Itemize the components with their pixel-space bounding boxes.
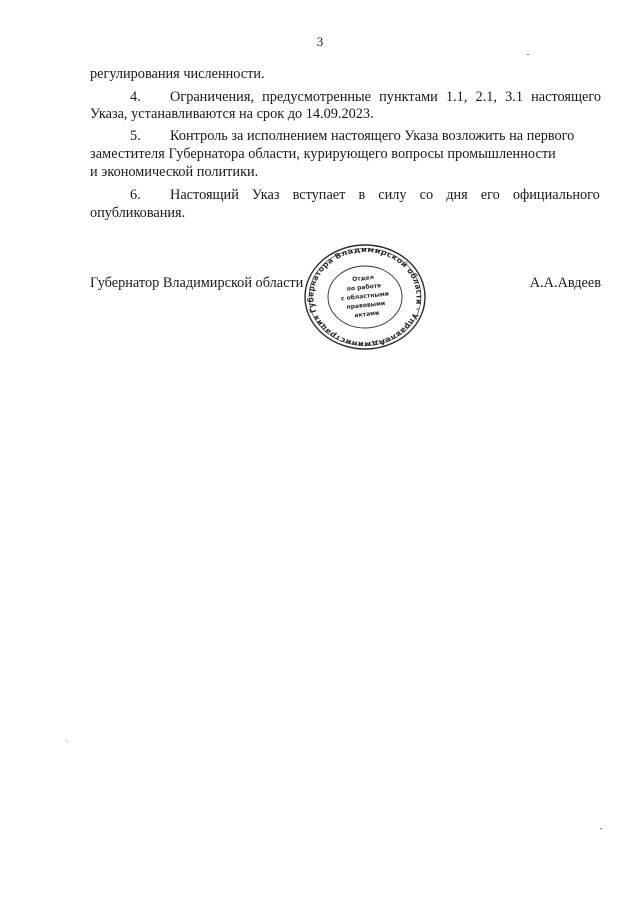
scan-speck <box>600 828 602 829</box>
scan-speck <box>527 54 529 55</box>
svg-text:актами: актами <box>354 309 380 320</box>
signer-name: А.А.Авдеев <box>529 275 601 291</box>
svg-text:правовыми: правовыми <box>346 299 386 311</box>
item-6-line-2: опубликования. <box>90 205 186 221</box>
item-5-line-1 <box>90 128 601 145</box>
item-5-text-1: Контроль за исполнением настоящего Указа возложить на первого <box>170 128 575 144</box>
svg-text:по работе: по работе <box>346 282 382 293</box>
item-5-line-2: заместителя Губернатора области, курирующего вопросы промышленности <box>90 146 556 162</box>
item-6-text-1: Настоящий Указ вступает в силу со дня его официального <box>170 187 600 203</box>
page-number: 3 <box>316 34 324 49</box>
official-stamp <box>303 243 427 351</box>
scan-speck <box>66 740 67 742</box>
item-4-number: 4. <box>130 89 141 105</box>
item-5-number: 5. <box>130 128 141 144</box>
continuation-text: регулирования численности. <box>90 66 265 82</box>
svg-text:Отдел: Отдел <box>351 273 375 284</box>
item-4-text-1: Ограничения, предусмотренные пунктами 1.1, 2.1, 3.1 настоящего <box>170 89 601 105</box>
item-6-line-1 <box>90 187 601 204</box>
item-5-line-3: и экономической политики. <box>90 164 259 180</box>
item-4-line-2: Указа, устанавливаются на срок до 14.09.2023. <box>90 106 374 122</box>
item-4-line-1 <box>90 89 601 106</box>
signer-title: Губернатор Владимирской области <box>90 275 304 291</box>
stamp-outer-text: Администрация Губернатора Владимирской области · Управление <box>305 245 424 349</box>
item-6-number: 6. <box>130 187 141 203</box>
svg-text:с областными: с областными <box>340 290 390 303</box>
